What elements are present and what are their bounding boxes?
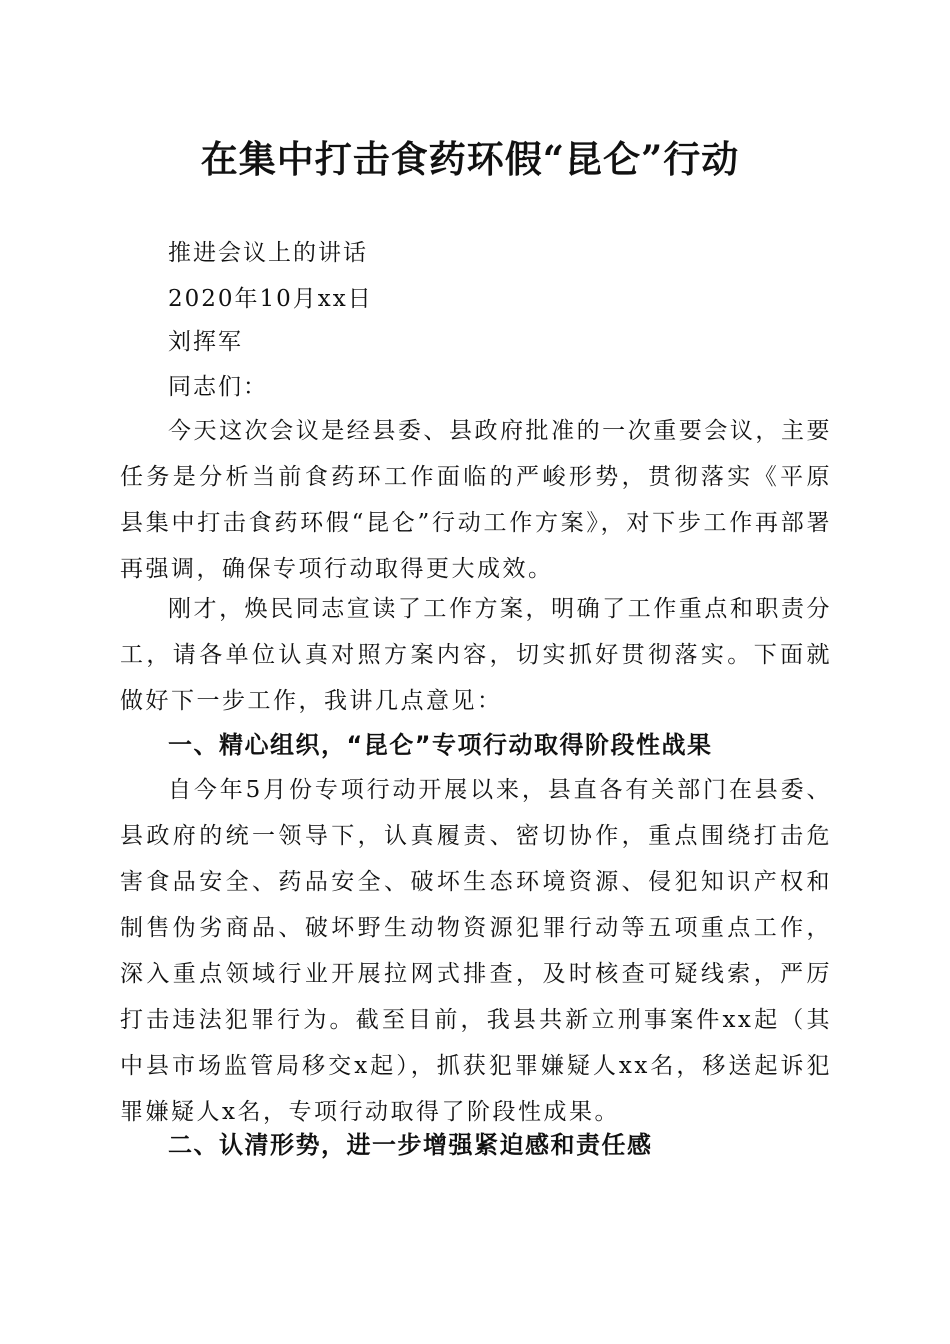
paragraph-section-1: 自今年5月份专项行动开展以来，县直各有关部门在县委、县政府的统一领导下，认真履责、密切协作，重点围绕打击危害食品安全、药品安全、破坏生态环境资源、侵犯知识产权和制售伪劣商品、破坏野生动物资源犯罪行动等五项重点工作，深入重点领域行业开展拉网式排查，及时核查可疑线索，严厉打击违法犯罪行为。截至目前，我县共新立刑事案件xx起（其中县市场监管局移交x起），抓获犯罪嫌疑人xx名，移送起诉犯罪嫌疑人x名，专项行动取得了阶段性成果。 xyxy=(120,777,832,1125)
paragraph-overview: 刚才，焕民同志宣读了工作方案，明确了工作重点和职责分工，请各单位认真对照方案内容，切实抓好贯彻落实。下面就做好下一步工作，我讲几点意见： xyxy=(120,596,832,714)
section-heading-1: 一、精心组织，“昆仑”专项行动取得阶段性战果 xyxy=(168,731,713,759)
document-salutation: 同志们： xyxy=(168,374,268,400)
document-title: 在集中打击食药环假“昆仑”行动 xyxy=(200,137,740,181)
paragraph-intro: 今天这次会议是经县委、县政府批准的一次重要会议，主要任务是分析当前食药环工作面临的严峻形势，贯彻落实《平原县集中打击食药环假“昆仑”行动工作方案》，对下步工作再部署再强调，确保专项行动取得更大成效。 xyxy=(120,418,832,582)
document-speaker: 刘挥军 xyxy=(168,329,243,355)
document-subtitle: 推进会议上的讲话 xyxy=(168,240,368,266)
document-date: 2020年10月xx日 xyxy=(168,286,373,312)
section-heading-2: 二、认清形势，进一步增强紧迫感和责任感 xyxy=(168,1131,653,1159)
